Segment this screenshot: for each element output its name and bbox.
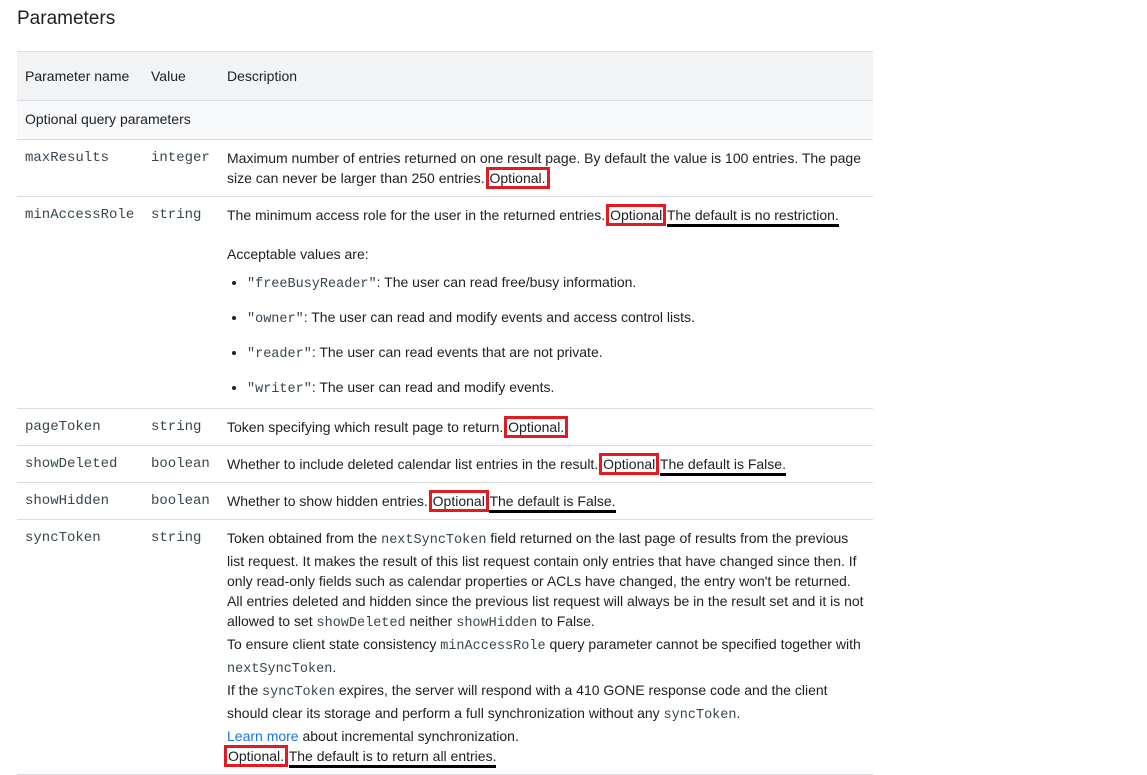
param-type: string (143, 520, 219, 775)
param-name: pageToken (17, 409, 143, 446)
text-span: query parameter cannot be specified together with (545, 636, 861, 652)
param-description (219, 140, 873, 197)
optional-highlight: Optional. (489, 170, 546, 186)
table-row-pagetoken (17, 409, 873, 446)
inline-code: showHidden (456, 616, 538, 631)
description-paragraph (227, 634, 865, 680)
list-item (247, 342, 865, 365)
optional-highlight: Optional (610, 207, 663, 223)
table-row-synctoken (17, 520, 873, 775)
text-span: neither (405, 613, 457, 629)
value-code: "owner" (247, 312, 304, 327)
text-span: . (736, 705, 741, 721)
table-row-maxresults (17, 140, 873, 197)
param-name: showHidden (17, 483, 143, 520)
text-span: . (332, 659, 337, 675)
param-type: integer (143, 140, 219, 197)
table-row-showdeleted (17, 446, 873, 483)
learn-more-link[interactable]: Learn more (227, 728, 299, 744)
value-code: "reader" (247, 347, 312, 362)
inline-code: syncToken (262, 685, 335, 700)
acceptable-values-label: Acceptable values are: (227, 246, 369, 262)
list-item (247, 272, 865, 295)
description-line (227, 205, 865, 225)
param-description (219, 197, 873, 409)
description-text: Whether to show hidden entries. (227, 493, 428, 509)
inline-code: nextSyncToken (227, 662, 333, 677)
value-text: : The user can read free/busy information. (376, 274, 637, 290)
param-name: minAccessRole (17, 197, 143, 409)
default-underline: The default is False. (660, 456, 786, 476)
header-description: Description (219, 52, 873, 101)
param-type: string (143, 197, 219, 409)
header-parameter-name: Parameter name (17, 52, 143, 101)
value-code: "freeBusyReader" (247, 277, 377, 292)
param-type: boolean (143, 446, 219, 483)
acceptable-values-list (227, 272, 865, 400)
description-paragraph (227, 726, 865, 746)
param-name: maxResults (17, 140, 143, 197)
param-type: boolean (143, 483, 219, 520)
optional-highlight: Optional. (228, 748, 285, 764)
text-span: Token obtained from the (227, 530, 382, 546)
value-text: : The user can read events that are not private. (311, 344, 603, 360)
description-text: Token specifying which result page to return. (227, 419, 504, 435)
description-text: The minimum access role for the user in the returned entries. (227, 207, 606, 223)
inline-code: syncToken (663, 708, 737, 723)
inline-code: showDeleted (316, 616, 406, 631)
table-row-showhidden (17, 483, 873, 520)
text-span: field returned on the last page of results from the previous list request. It makes the result of this list request contain only entries that have changed since then. If only read-only fields such as calendar properties or ACLs have changed, the entry won't be returned. All entries deleted and hidden since the previous list request will always be in the result set and it is not allowed to set (227, 530, 864, 629)
description-paragraph (227, 680, 865, 726)
param-name: syncToken (17, 520, 143, 775)
list-item (247, 377, 865, 400)
table-row-minaccessrole (17, 197, 873, 409)
description-paragraph (227, 528, 865, 634)
param-description (219, 409, 873, 446)
value-text: : The user can read and modify events. (311, 379, 555, 395)
param-description (219, 446, 873, 483)
value-code: "writer" (247, 382, 312, 397)
parameters-table (17, 51, 873, 775)
inline-code: nextSyncToken (381, 533, 487, 548)
optional-highlight: Optional (603, 456, 656, 472)
section-label: Optional query parameters (17, 101, 873, 140)
description-paragraph (227, 746, 865, 766)
param-description (219, 520, 873, 775)
default-underline: The default is no restriction. (667, 207, 839, 227)
section-row (17, 101, 873, 140)
text-span: If the (227, 682, 263, 698)
value-text: : The user can read and modify events and access control lists. (303, 309, 695, 325)
param-name: showDeleted (17, 446, 143, 483)
text-span: To ensure client state consistency (227, 636, 441, 652)
description-text: Maximum number of entries returned on one result page. By default the value is 100 entries. The page size can never be larger than 250 entries. (227, 150, 861, 186)
description-text: Whether to include deleted calendar list entries in the result. (227, 456, 599, 472)
section-title: Parameters (17, 8, 116, 29)
header-value: Value (143, 52, 219, 101)
table-header-row (17, 52, 873, 101)
optional-highlight: Optional (432, 493, 485, 509)
default-underline: The default is False. (489, 493, 615, 513)
param-type: string (143, 409, 219, 446)
default-underline: The default is to return all entries. (289, 748, 497, 768)
param-description (219, 483, 873, 520)
text-span: expires, the server will respond with a 410 GONE response code and the client should clear its storage and perform a full synchronization without any (227, 682, 828, 721)
inline-code: minAccessRole (440, 639, 546, 654)
text-span: to False. (537, 613, 595, 629)
text-span: about incremental synchronization. (298, 728, 519, 744)
optional-highlight: Optional. (508, 419, 565, 435)
list-item (247, 307, 865, 330)
